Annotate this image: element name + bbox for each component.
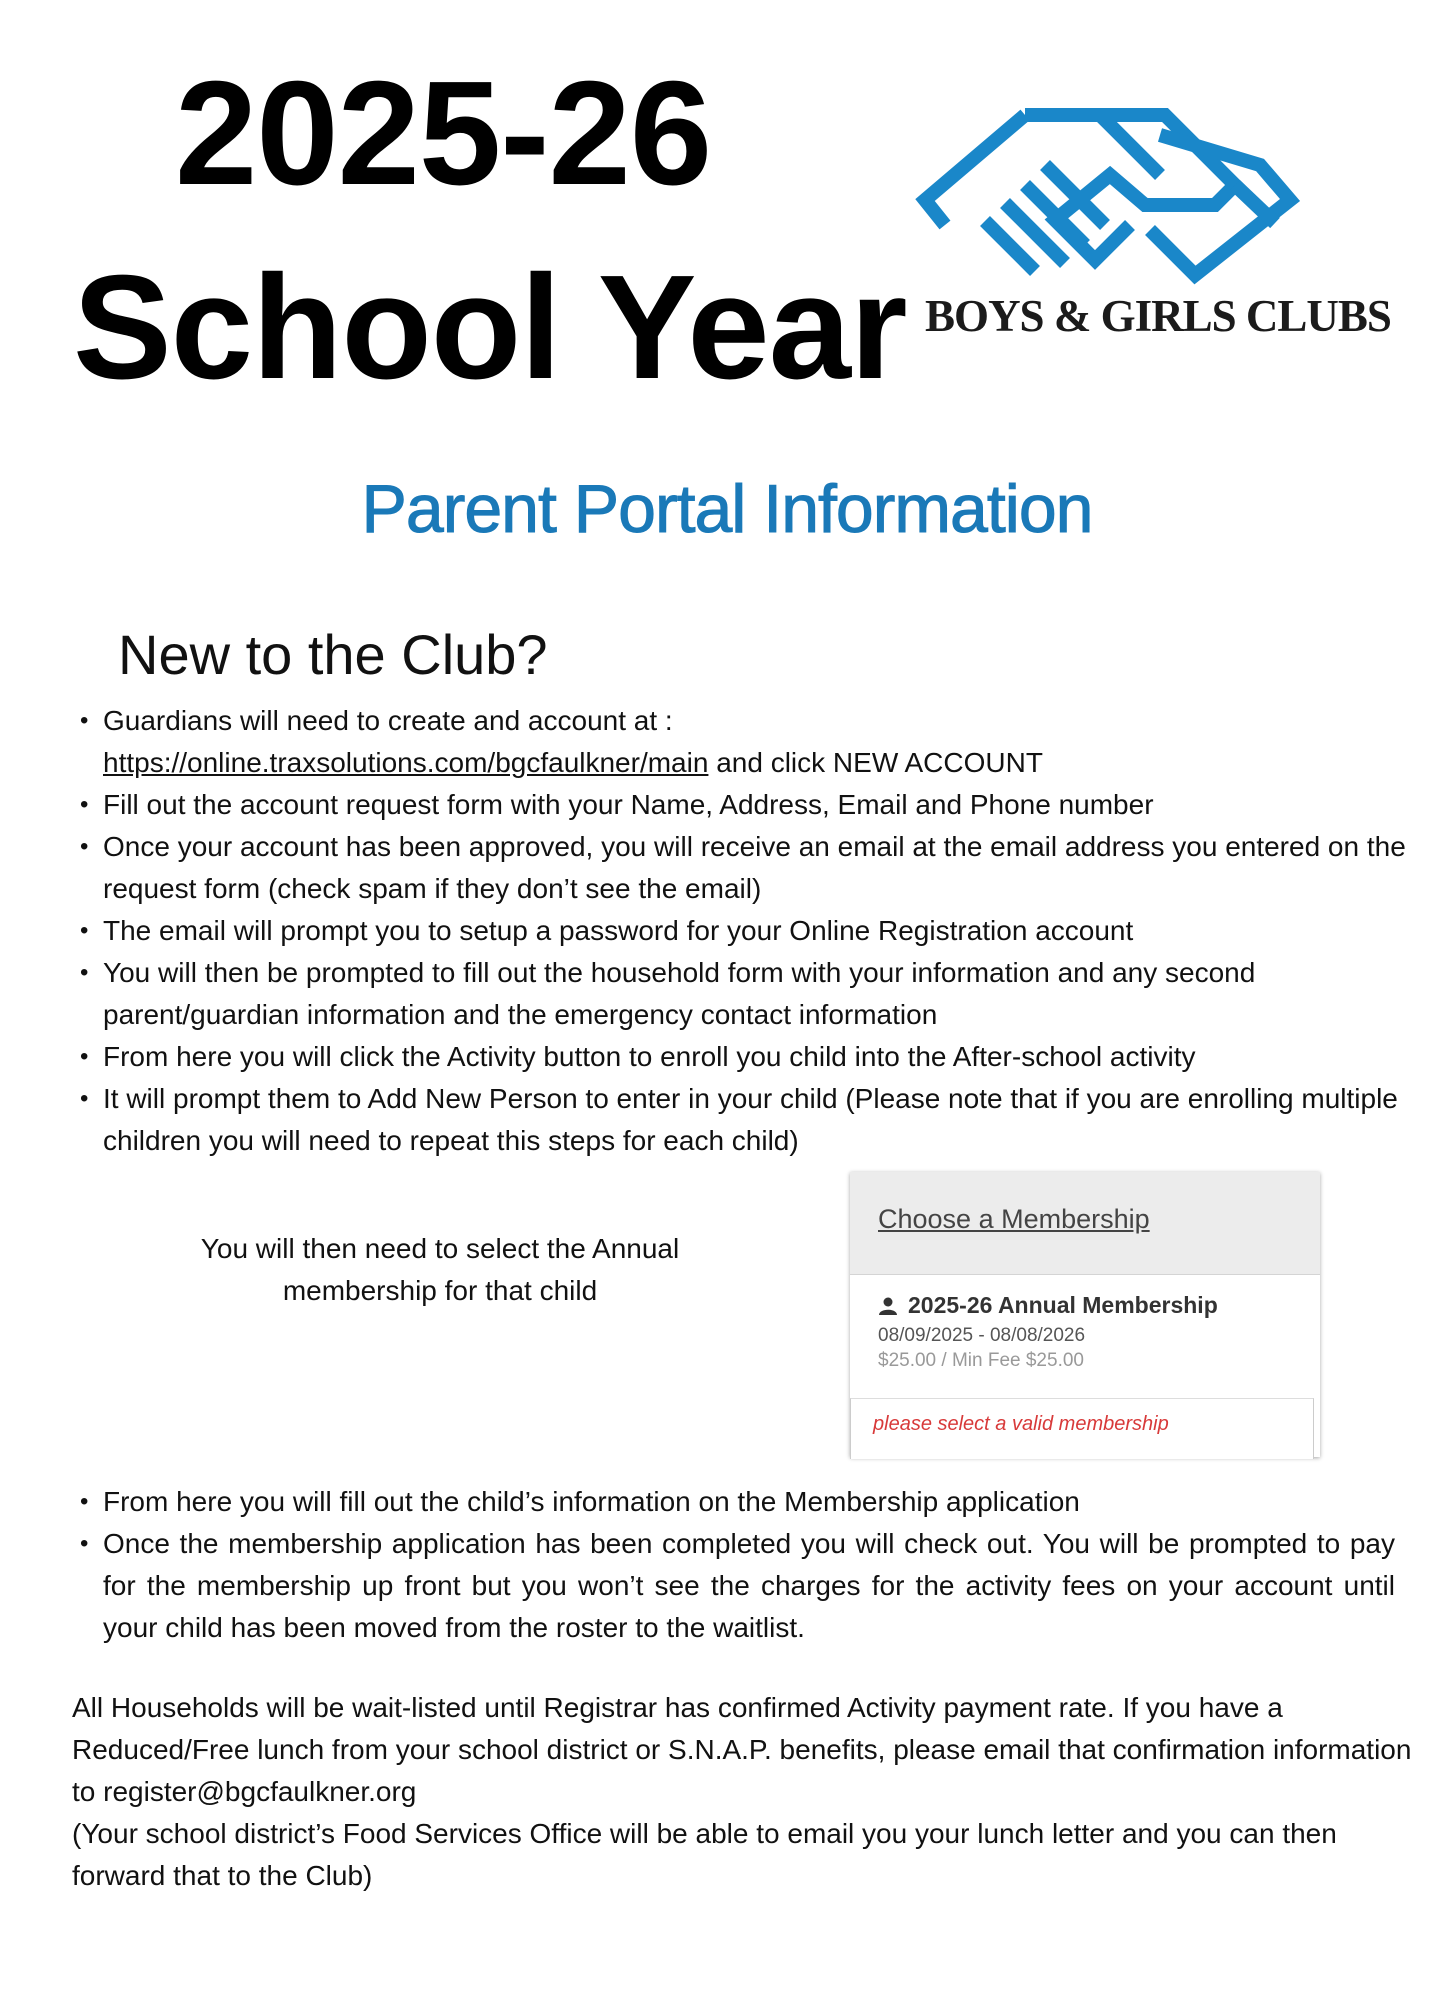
list-item: • From here you will click the Activity button to enroll you child into the After-school activity <box>72 1036 1407 1078</box>
list-item <box>72 700 1407 784</box>
page-subtitle: Parent Portal Information <box>361 471 1093 547</box>
membership-option-price: $25.00 / Min Fee $25.00 <box>878 1350 1084 1371</box>
list-item: • Once your account has been approved, you will receive an email at the email address you entered on the request form (check spam if they don’t see the email) <box>72 826 1407 910</box>
list-item: • The email will prompt you to setup a password for your Online Registration account <box>72 910 1407 952</box>
list-item-text: and click NEW ACCOUNT <box>708 747 1043 778</box>
list-item-text: Guardians will need to create and account at : <box>103 705 673 736</box>
footer-paragraph: (Your school district’s Food Services Office will be able to email you your lunch letter and you can then forward that to the Club) <box>72 1818 1337 1891</box>
membership-card-header <box>850 1172 1320 1275</box>
select-membership-text: You will then need to select the Annual membership for that child <box>200 1233 680 1306</box>
membership-option-title-row <box>878 1292 1308 1319</box>
registration-link[interactable]: https://online.traxsolutions.com/bgcfaulkner/main <box>103 747 709 778</box>
list-item: • You will then be prompted to fill out the household form with your information and any second parent/guardian information and the emergency contact information <box>72 952 1407 1036</box>
title-year: 2025-26 <box>175 51 712 216</box>
logo-wordmark: BOYS & GIRLS CLUBS <box>925 291 1391 341</box>
boys-girls-clubs-logo <box>915 105 1305 285</box>
list-item: • Once the membership application has been completed you will check out. You will be prompted to pay for the membership up front but you won’t see the charges for the activity fees on your account until your child has been moved from the roster to the waitlist. <box>72 1523 1395 1649</box>
membership-option-title: 2025-26 Annual Membership <box>908 1292 1218 1318</box>
membership-option[interactable] <box>878 1292 1308 1372</box>
footer-notes <box>72 1687 1412 1897</box>
membership-option-dates: 08/09/2025 - 08/08/2026 <box>878 1325 1086 1346</box>
membership-card <box>850 1172 1320 1457</box>
membership-error-text: please select a valid membership <box>873 1413 1169 1435</box>
person-icon <box>878 1297 898 1315</box>
instructions-list <box>72 700 1407 1162</box>
list-item: • Fill out the account request form with your Name, Address, Email and Phone number <box>72 784 1407 826</box>
checkout-instructions-list <box>72 1481 1395 1649</box>
list-item: • From here you will fill out the child’s information on the Membership application <box>72 1481 1395 1523</box>
membership-error-box <box>850 1398 1314 1459</box>
choose-membership-link[interactable]: Choose a Membership <box>878 1204 1150 1234</box>
list-item: • It will prompt them to Add New Person to enter in your child (Please note that if you are enrolling multiple children you will need to repeat this steps for each child) <box>72 1078 1407 1162</box>
title-school-year: School Year <box>73 245 907 410</box>
section-heading: New to the Club? <box>118 623 548 686</box>
footer-paragraph: All Households will be wait-listed until Registrar has confirmed Activity payment rate. If you have a Reduced/Free lunch from your school district or S.N.A.P. benefits, please email that confirmation information to register@bgcfaulkner.org <box>72 1692 1412 1807</box>
